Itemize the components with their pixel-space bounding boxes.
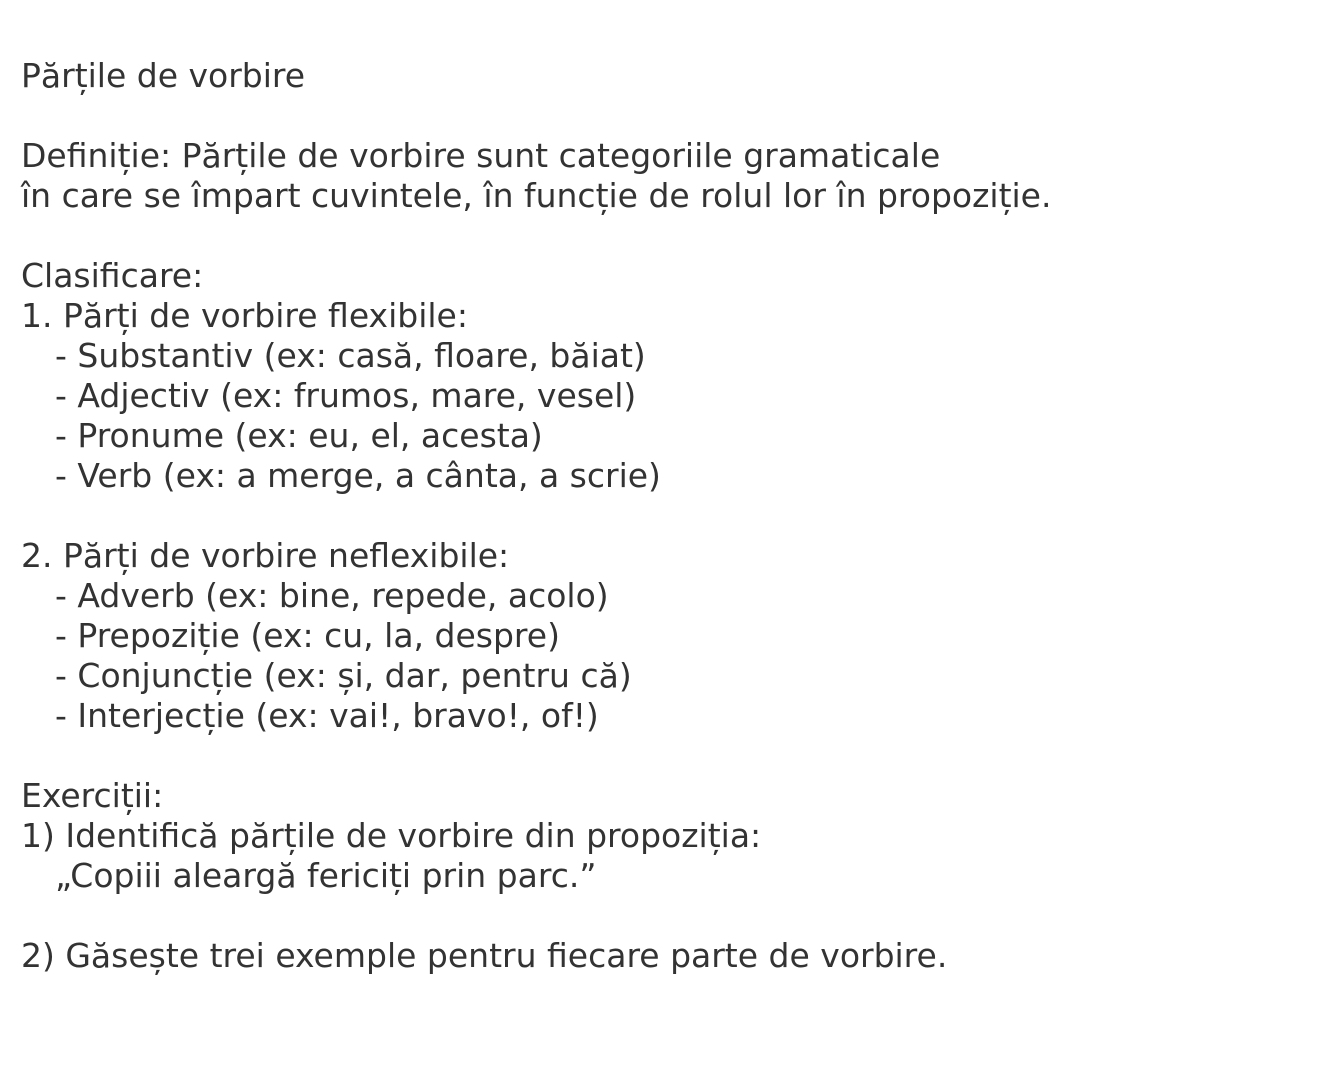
list-item: - Prepoziție (ex: cu, la, despre) [55,616,560,655]
blank-line [21,736,1321,776]
exercise-1-sentence: „Copiii aleargă fericiți prin parc.” [55,856,597,895]
exercise-1-prompt: 1) Identifică părțile de vorbire din propoziția: [21,816,762,855]
blank-line [21,896,1321,936]
blank-line [21,216,1321,256]
list-item: - Adjectiv (ex: frumos, mare, vesel) [55,376,637,415]
list-item: - Substantiv (ex: casă, floare, băiat) [55,336,646,375]
exercises-heading: Exerciții: [21,776,164,815]
blank-line [21,96,1321,136]
blank-line [21,496,1321,536]
classification-heading: Clasificare: [21,256,204,295]
inflexible-group-title: 2. Părți de vorbire neflexibile: [21,536,510,575]
flexible-group-title: 1. Părți de vorbire flexibile: [21,296,468,335]
document-title: Părțile de vorbire [21,56,306,95]
list-item: - Pronume (ex: eu, el, acesta) [55,416,543,455]
definition-line-1: Definiție: Părțile de vorbire sunt categoriile gramaticale [21,136,941,175]
list-item: - Conjuncție (ex: și, dar, pentru că) [55,656,632,695]
exercise-2-prompt: 2) Găsește trei exemple pentru fiecare parte de vorbire. [21,936,948,975]
document-body [21,56,1321,976]
definition-line-2: în care se împart cuvintele, în funcție de rolul lor în propoziție. [21,176,1052,215]
list-item: - Interjecție (ex: vai!, bravo!, of!) [55,696,599,735]
list-item: - Verb (ex: a merge, a cânta, a scrie) [55,456,661,495]
list-item: - Adverb (ex: bine, repede, acolo) [55,576,609,615]
